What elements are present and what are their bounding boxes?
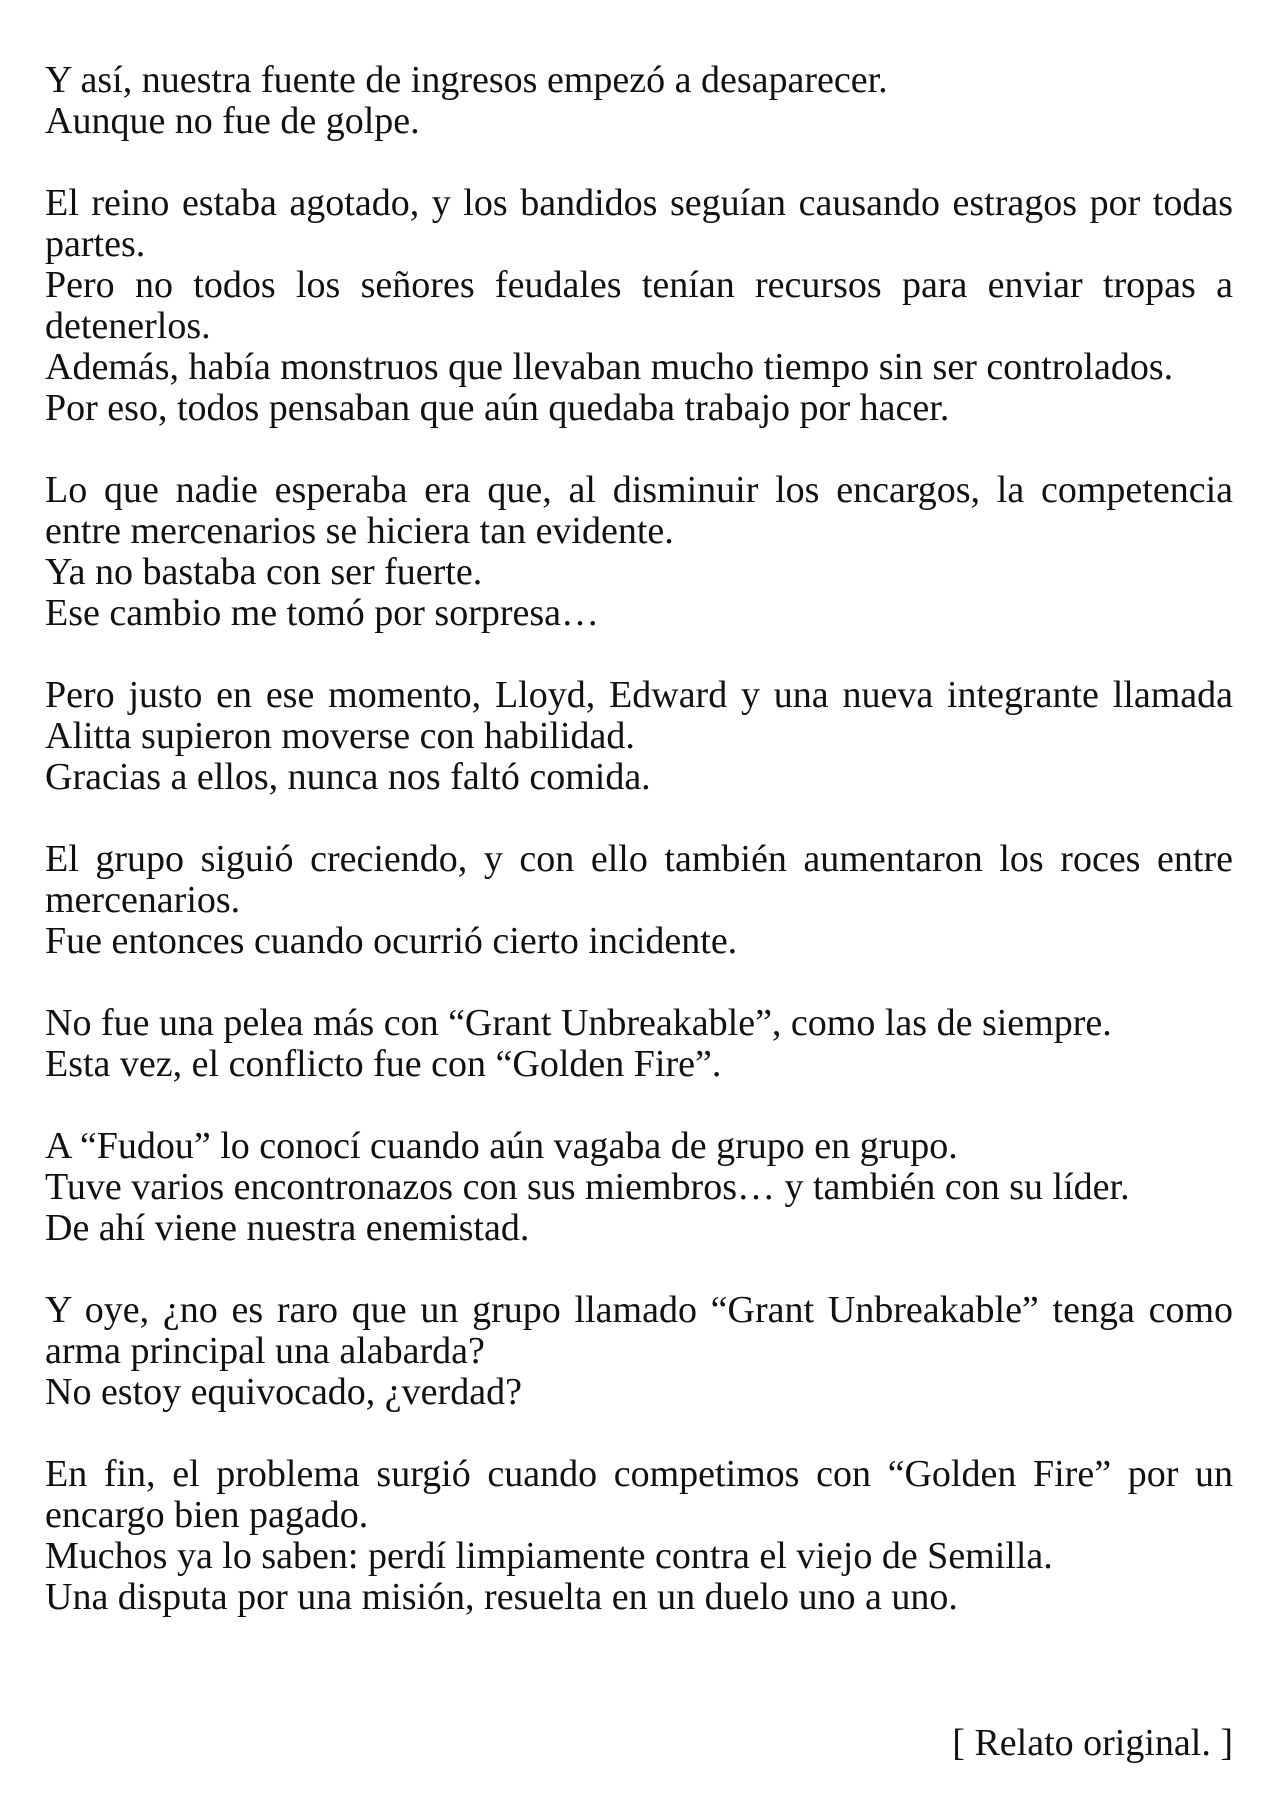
text-line: No fue una pelea más con “Grant Unbreakable”, como las de siempre. [45,1002,1112,1044]
text-line: Pero no todos los señores feudales tenían recursos para enviar tropas a detenerlos. [45,264,1233,347]
text-line: Ese cambio me tomó por sorpresa… [45,592,600,634]
paragraph-3 [45,470,1233,634]
text-line: Fue entonces cuando ocurrió cierto incidente. [45,920,738,962]
text-line: Y oye, ¿no es raro que un grupo llamado “Grant Unbreakable” tenga como arma principal una alabarda? [45,1289,1233,1372]
paragraph-4 [45,675,1233,798]
text-line: A “Fudou” lo conocí cuando aún vagaba de grupo en grupo. [45,1125,958,1167]
text-line: Ya no bastaba con ser fuerte. [45,551,483,593]
paragraph-1 [45,60,1233,142]
text-line: Tuve varios encontronazos con sus miembros… y también con su líder. [45,1166,1130,1208]
text-line: Aunque no fue de golpe. [45,100,420,142]
paragraph-2 [45,183,1233,429]
text-line: Y así, nuestra fuente de ingresos empezó a desaparecer. [45,59,888,101]
paragraph-9 [45,1454,1233,1618]
text-line: Además, había monstruos que llevaban mucho tiempo sin ser controlados. [45,346,1174,388]
paragraph-7 [45,1126,1233,1249]
text-line: De ahí viene nuestra enemistad. [45,1207,530,1249]
text-line: Una disputa por una misión, resuelta en un duelo uno a uno. [45,1576,958,1618]
text-line: En fin, el problema surgió cuando competimos con “Golden Fire” por un encargo bien pagado. [45,1453,1233,1536]
text-line: Lo que nadie esperaba era que, al disminuir los encargos, la competencia entre mercenarios se hiciera tan evidente. [45,469,1233,552]
text-line: No estoy equivocado, ¿verdad? [45,1371,522,1413]
text-line: El grupo siguió creciendo, y con ello también aumentaron los roces entre mercenarios. [45,838,1233,921]
text-line: Gracias a ellos, nunca nos faltó comida. [45,756,651,798]
text-line: El reino estaba agotado, y los bandidos seguían causando estragos por todas partes. [45,182,1233,265]
story-signature: [ Relato original. ] [952,1722,1233,1764]
text-line: Pero justo en ese momento, Lloyd, Edward y una nueva integrante llamada Alitta supieron moverse con habilidad. [45,674,1233,757]
paragraph-6 [45,1003,1233,1085]
paragraph-5 [45,839,1233,962]
story-text [45,60,1233,1659]
text-line: Por eso, todos pensaban que aún quedaba trabajo por hacer. [45,387,950,429]
text-line: Muchos ya lo saben: perdí limpiamente contra el viejo de Semilla. [45,1535,1053,1577]
text-line: Esta vez, el conflicto fue con “Golden Fire”. [45,1043,722,1085]
paragraph-8 [45,1290,1233,1413]
